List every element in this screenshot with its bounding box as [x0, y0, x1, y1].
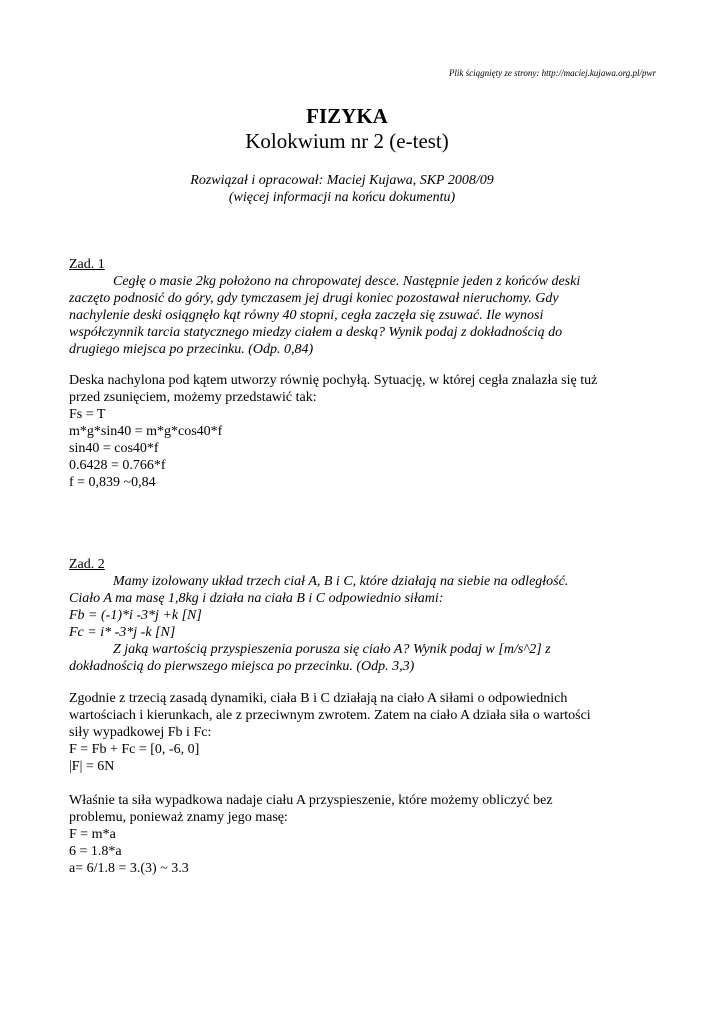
zad1-task: [69, 273, 629, 358]
zad2-task-line: Mamy izolowany układ trzech ciał A, B i C, które działają na siebie na odległość.: [113, 574, 569, 589]
source-note: Plik ściągnięty ze strony: http://maciej.kujawa.org.pl/pwr: [448, 68, 656, 78]
document-title: FIZYKA: [306, 104, 388, 128]
zad1-solution-line: m*g*sin40 = m*g*cos40*f: [69, 424, 223, 439]
zad1-task-line: drugiego miejsca po przecinku. (Odp. 0,84): [69, 342, 314, 357]
zad2-solution-line: 6 = 1.8*a: [69, 844, 122, 859]
zad1-solution-line: Deska nachylona pod kątem utworzy równię pochyłą. Sytuację, w której cegła znalazła się tuż: [69, 373, 598, 388]
author-block: [0, 172, 724, 206]
zad2-label: Zad. 2: [69, 557, 105, 572]
zad1-solution: [69, 372, 629, 491]
zad2-solution-line: Właśnie ta siła wypadkowa nadaje ciału A przyspieszenie, które możemy obliczyć bez: [69, 793, 553, 808]
zad2-task-line: dokładnością do pierwszego miejsca po przecinku. (Odp. 3,3): [69, 659, 415, 674]
document-subtitle: Kolokwium nr 2 (e-test): [245, 129, 449, 153]
zad1-task-line: nachylenie deski osiągnęło kąt równy 40 stopni, cegła zaczęła się zsuwać. Ile wynosi: [69, 308, 544, 323]
zad2-solution-line: |F| = 6N: [69, 759, 115, 774]
zad2-section: [69, 556, 629, 675]
zad2-solution-line: siły wypadkowej Fb i Fc:: [69, 725, 212, 740]
zad2-task-line: Fb = (-1)*i -3*j +k [N]: [69, 608, 202, 623]
zad1-solution-line: 0.6428 = 0.766*f: [69, 458, 166, 473]
title-block: [0, 104, 724, 154]
zad2-solution-line: a= 6/1.8 = 3.(3) ~ 3.3: [69, 861, 189, 876]
zad2-solution-line: F = m*a: [69, 827, 116, 842]
author-line: Rozwiązał i opracował: Maciej Kujawa, SKP 2008/09: [190, 173, 494, 188]
zad2-task-line: Fc = i* -3*j -k [N]: [69, 625, 176, 640]
zad2-solution-line: Zgodnie z trzecią zasadą dynamiki, ciała B i C działają na ciało A siłami o odpowiednich: [69, 691, 568, 706]
zad2-solution-line: wartościach i kierunkach, ale z przeciwnym zwrotem. Zatem na ciało A działa siła o wartości: [69, 708, 591, 723]
info-line: (więcej informacji na końcu dokumentu): [228, 190, 456, 205]
zad1-solution-line: f = 0,839 ~0,84: [69, 475, 156, 490]
zad2-solution-2: [69, 792, 629, 877]
zad1-solution-line: przed zsunięciem, możemy przedstawić tak:: [69, 390, 317, 405]
zad1-solution-line: Fs = T: [69, 407, 106, 422]
zad2-solution-1: [69, 690, 629, 775]
zad2-task-line: Ciało A ma masę 1,8kg i działa na ciała B i C odpowiednio siłami:: [69, 591, 444, 606]
zad2-task: [69, 573, 629, 675]
zad1-task-line: zaczęto podnosić do góry, gdy tymczasem jej drugi koniec pozostawał nieruchomy. Gdy: [69, 291, 559, 306]
zad1-section: [69, 256, 629, 358]
zad1-solution-line: sin40 = cos40*f: [69, 441, 159, 456]
zad1-task-line: Cegłę o masie 2kg położono na chropowatej desce. Następnie jeden z końców deski: [113, 274, 581, 289]
zad2-solution-line: F = Fb + Fc = [0, -6, 0]: [69, 742, 200, 757]
zad1-label: Zad. 1: [69, 257, 105, 272]
zad1-task-line: współczynnik tarcia statycznego miedzy ciałem a deską? Wynik podaj z dokładnością do: [69, 325, 563, 340]
zad2-solution-line: problemu, ponieważ znamy jego masę:: [69, 810, 288, 825]
zad2-task-line: Z jaką wartością przyspieszenia porusza się ciało A? Wynik podaj w [m/s^2] z: [113, 642, 551, 657]
